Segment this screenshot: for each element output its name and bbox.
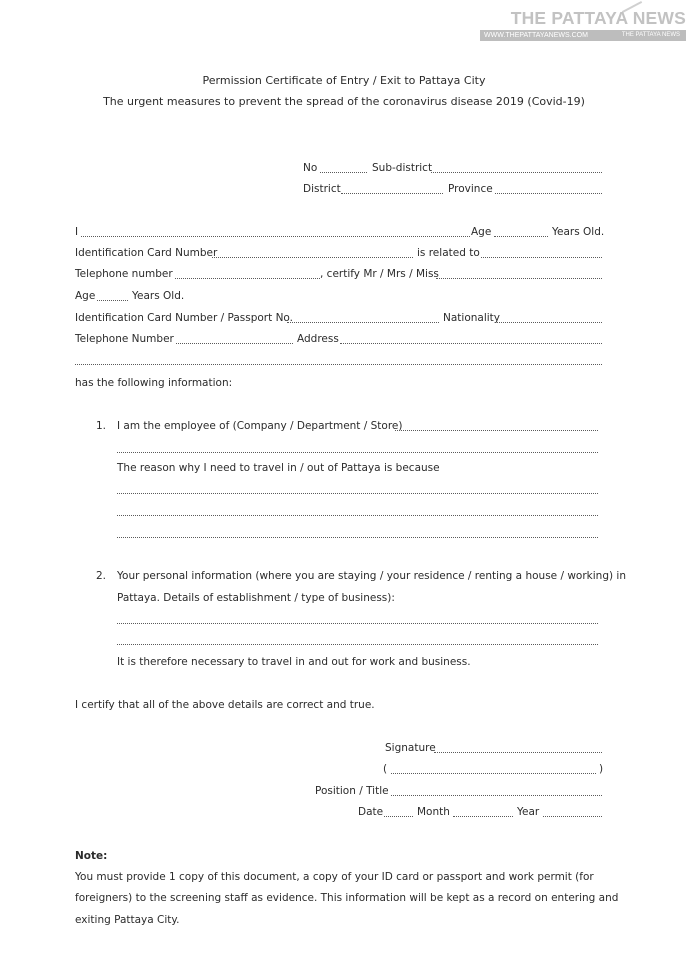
watermark-url: WWW.THEPATTAYANEWS.COM	[484, 32, 588, 39]
position-label: Position / Title	[315, 785, 389, 797]
pattaya-details-label: Pattaya. Details of establishment / type of business):	[117, 592, 395, 604]
section2-number: 2.	[96, 570, 107, 582]
address-label: Address	[297, 333, 339, 345]
employer-continued-field[interactable]	[117, 452, 598, 453]
note-title: Note:	[75, 850, 108, 862]
reason-field-3[interactable]	[117, 537, 598, 538]
reason-field-2[interactable]	[117, 515, 598, 516]
name-field[interactable]	[81, 236, 470, 237]
telephone-field[interactable]	[175, 278, 320, 279]
details-field-1[interactable]	[117, 623, 598, 624]
date-label: Date	[358, 806, 384, 818]
telephone2-field[interactable]	[176, 343, 293, 344]
following-info-label: has the following information:	[75, 377, 233, 389]
necessary-travel-text: It is therefore necessary to travel in and out for work and business.	[117, 656, 471, 668]
document-title: Permission Certificate of Entry / Exit to Pattaya City	[202, 74, 486, 87]
id-card-field[interactable]	[212, 257, 413, 258]
date-field[interactable]	[384, 816, 413, 817]
employer-field[interactable]	[395, 430, 598, 431]
details-field-2[interactable]	[117, 644, 598, 645]
document-subtitle: The urgent measures to prevent the spread of the coronavirus disease 2019 (Covid-19)	[103, 95, 585, 108]
age2-field[interactable]	[97, 300, 128, 301]
watermark-brand: THE PATTAYA NEWS	[510, 8, 686, 28]
certify-label: , certify Mr / Mrs / Miss	[320, 268, 439, 280]
subdistrict-label: Sub-district	[372, 162, 433, 174]
open-paren: (	[383, 763, 388, 775]
reason-field-1[interactable]	[117, 493, 598, 494]
age-field[interactable]	[494, 236, 548, 237]
certify-statement: I certify that all of the above details are correct and true.	[75, 699, 375, 711]
employee-label: I am the employee of (Company / Department / Store)	[117, 420, 403, 432]
address-continued-field[interactable]	[75, 364, 602, 365]
address-field[interactable]	[340, 343, 602, 344]
telephone-label: Telephone number	[75, 268, 173, 280]
related-field[interactable]	[481, 257, 602, 258]
nationality-field[interactable]	[497, 322, 602, 323]
related-label: is related to	[417, 247, 480, 259]
years-old-label: Years Old.	[552, 226, 605, 238]
district-label: District	[303, 183, 341, 195]
signature-field[interactable]	[434, 752, 602, 753]
close-paren: )	[599, 763, 604, 775]
no-label: No	[303, 162, 318, 174]
month-field[interactable]	[453, 816, 513, 817]
watermark-handle: THE PATTAYA NEWS	[621, 32, 680, 38]
note-line-3: exiting Pattaya City.	[75, 914, 180, 926]
id-passport-field[interactable]	[287, 322, 439, 323]
age-label: Age	[471, 226, 492, 238]
year-label: Year	[517, 806, 540, 818]
reason-label: The reason why I need to travel in / out of Pattaya is because	[117, 462, 440, 474]
id-card-label: Identification Card Number	[75, 247, 218, 259]
year-field[interactable]	[543, 816, 602, 817]
watermark-logo	[480, 6, 686, 42]
signature-label: Signature	[385, 742, 436, 754]
province-field[interactable]	[495, 193, 602, 194]
no-field[interactable]	[320, 172, 367, 173]
printed-name-field[interactable]	[391, 773, 596, 774]
note-line-1: You must provide 1 copy of this document, a copy of your ID card or passport and work permit (for	[75, 871, 594, 883]
certify-name-field[interactable]	[436, 278, 602, 279]
id-passport-label: Identification Card Number / Passport No.	[75, 312, 294, 324]
subdistrict-field[interactable]	[431, 172, 602, 173]
telephone2-label: Telephone Number	[75, 333, 174, 345]
position-field[interactable]	[391, 795, 602, 796]
age2-label: Age	[75, 290, 96, 302]
month-label: Month	[417, 806, 450, 818]
section1-number: 1.	[96, 420, 107, 432]
i-label: I	[75, 226, 79, 238]
years-old2-label: Years Old.	[132, 290, 185, 302]
note-line-2: foreigners) to the screening staff as evidence. This information will be kept as a record on entering and	[75, 892, 619, 904]
district-field[interactable]	[341, 193, 443, 194]
nationality-label: Nationality	[443, 312, 501, 324]
personal-info-label: Your personal information (where you are staying / your residence / renting a house / working) in	[117, 570, 626, 582]
province-label: Province	[448, 183, 493, 195]
